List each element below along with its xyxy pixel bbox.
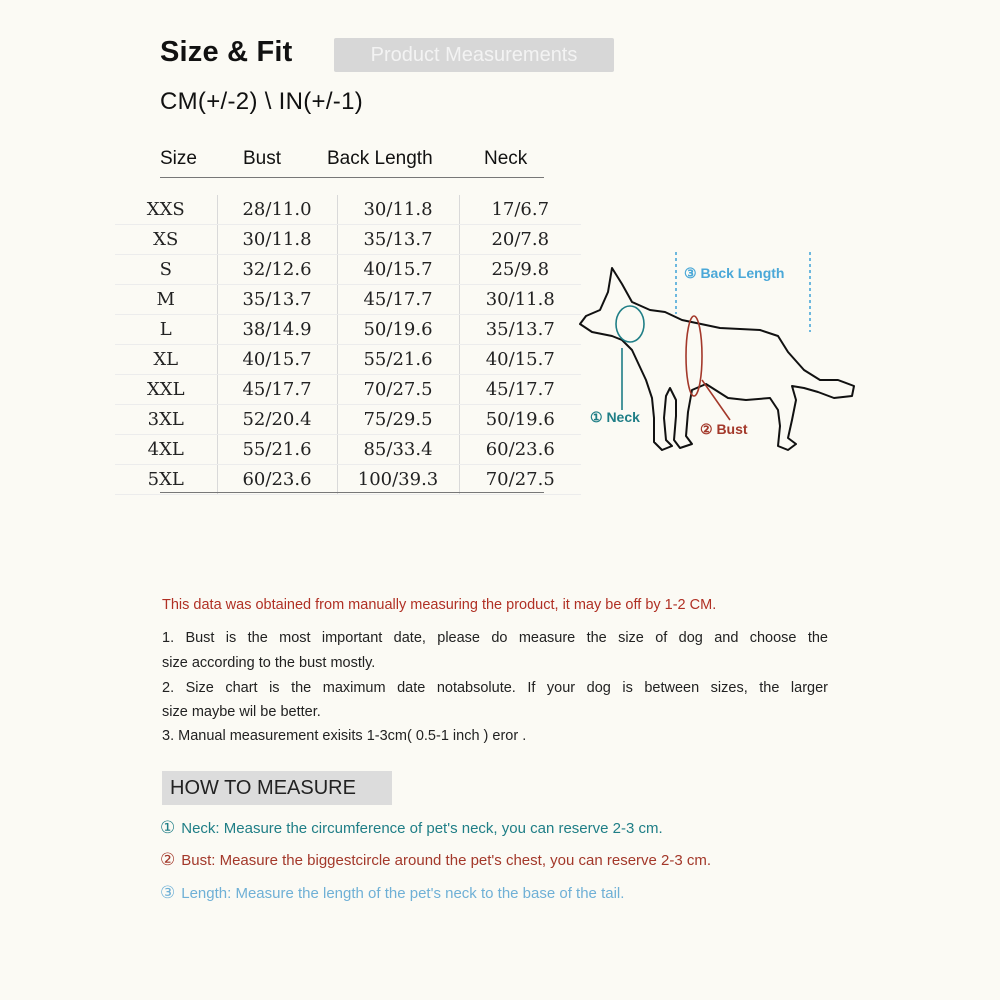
page-title: Size & Fit	[160, 36, 293, 68]
neck-instruction-text: Neck: Measure the circumference of pet's neck, you can reserve 2-3 cm.	[181, 820, 663, 837]
column-header-bust: Bust	[243, 148, 282, 169]
back-length-cell: 55/21.6	[337, 345, 459, 375]
size-cell: XS	[115, 225, 217, 255]
bust-label: ② Bust	[700, 421, 748, 437]
bust-instruction-text: Bust: Measure the biggestcircle around the pet's chest, you can reserve 2-3 cm.	[181, 852, 712, 869]
column-header-size: Size	[160, 148, 197, 169]
bust-instruction	[160, 850, 711, 870]
number-two-icon: ②	[160, 850, 176, 869]
bust-cell: 55/21.6	[217, 435, 337, 465]
back-length-label: ③ Back Length	[684, 265, 785, 281]
table-row	[115, 285, 581, 315]
neck-cell: 45/17.7	[459, 375, 581, 405]
size-cell: 3XL	[115, 405, 217, 435]
number-three-icon: ③	[160, 883, 176, 902]
neck-measure-loop	[616, 306, 644, 342]
size-cell: XXL	[115, 375, 217, 405]
back-length-cell: 30/11.8	[337, 195, 459, 225]
table-row	[115, 315, 581, 345]
neck-cell: 50/19.6	[459, 405, 581, 435]
table-row	[115, 435, 581, 465]
note-1-line-2: size according to the bust mostly.	[162, 655, 376, 671]
bust-cell: 32/12.6	[217, 255, 337, 285]
length-instruction-text: Length: Measure the length of the pet's neck to the base of the tail.	[181, 885, 625, 902]
column-header-neck: Neck	[484, 148, 528, 169]
neck-label: ① Neck	[590, 409, 640, 425]
neck-cell: 17/6.7	[459, 195, 581, 225]
length-instruction	[160, 883, 624, 903]
note-1-line-1: 1. Bust is the most important date, please do measure the size of dog and choose the	[162, 630, 828, 646]
back-length-cell: 85/33.4	[337, 435, 459, 465]
note-2-line-2: size maybe wil be better.	[162, 704, 321, 720]
table-row	[115, 465, 581, 495]
back-length-cell: 45/17.7	[337, 285, 459, 315]
size-cell: M	[115, 285, 217, 315]
size-table	[115, 195, 581, 495]
table-row	[115, 255, 581, 285]
bust-pointer	[702, 380, 730, 420]
bust-cell: 40/15.7	[217, 345, 337, 375]
size-cell: 4XL	[115, 435, 217, 465]
size-cell: S	[115, 255, 217, 285]
bust-cell: 35/13.7	[217, 285, 337, 315]
neck-cell: 40/15.7	[459, 345, 581, 375]
product-measurements-badge: Product Measurements	[334, 38, 614, 72]
back-length-cell: 50/19.6	[337, 315, 459, 345]
table-row	[115, 225, 581, 255]
note-2-line-1: 2. Size chart is the maximum date notabsolute. If your dog is between sizes, the larger	[162, 680, 828, 696]
bust-cell: 45/17.7	[217, 375, 337, 405]
table-row	[115, 345, 581, 375]
table-row	[115, 195, 581, 225]
back-length-cell: 100/39.3	[337, 465, 459, 495]
size-cell: XXS	[115, 195, 217, 225]
bust-cell: 38/14.9	[217, 315, 337, 345]
back-length-cell: 70/27.5	[337, 375, 459, 405]
column-header-back-length: Back Length	[327, 148, 433, 169]
neck-cell: 70/27.5	[459, 465, 581, 495]
table-row	[115, 375, 581, 405]
size-cell: 5XL	[115, 465, 217, 495]
back-length-cell: 40/15.7	[337, 255, 459, 285]
bust-measure-loop	[686, 316, 702, 396]
units-label: CM(+/-2) \ IN(+/-1)	[160, 88, 364, 115]
number-one-icon: ①	[160, 818, 176, 837]
neck-cell: 60/23.6	[459, 435, 581, 465]
bust-cell: 60/23.6	[217, 465, 337, 495]
table-bottom-divider	[160, 492, 544, 493]
size-cell: L	[115, 315, 217, 345]
note-3: 3. Manual measurement exisits 1-3cm( 0.5-1 inch ) eror .	[162, 728, 527, 744]
neck-cell: 35/13.7	[459, 315, 581, 345]
bust-cell: 28/11.0	[217, 195, 337, 225]
neck-cell: 30/11.8	[459, 285, 581, 315]
back-length-cell: 35/13.7	[337, 225, 459, 255]
neck-instruction	[160, 818, 663, 838]
measurement-disclaimer: This data was obtained from manually measuring the product, it may be off by 1-2 CM.	[162, 597, 717, 613]
size-cell: XL	[115, 345, 217, 375]
back-length-cell: 75/29.5	[337, 405, 459, 435]
bust-cell: 30/11.8	[217, 225, 337, 255]
table-row	[115, 405, 581, 435]
dog-diagram	[570, 240, 870, 470]
how-to-measure-heading: HOW TO MEASURE	[162, 771, 392, 805]
bust-cell: 52/20.4	[217, 405, 337, 435]
header-divider	[160, 177, 544, 178]
neck-cell: 20/7.8	[459, 225, 581, 255]
neck-cell: 25/9.8	[459, 255, 581, 285]
